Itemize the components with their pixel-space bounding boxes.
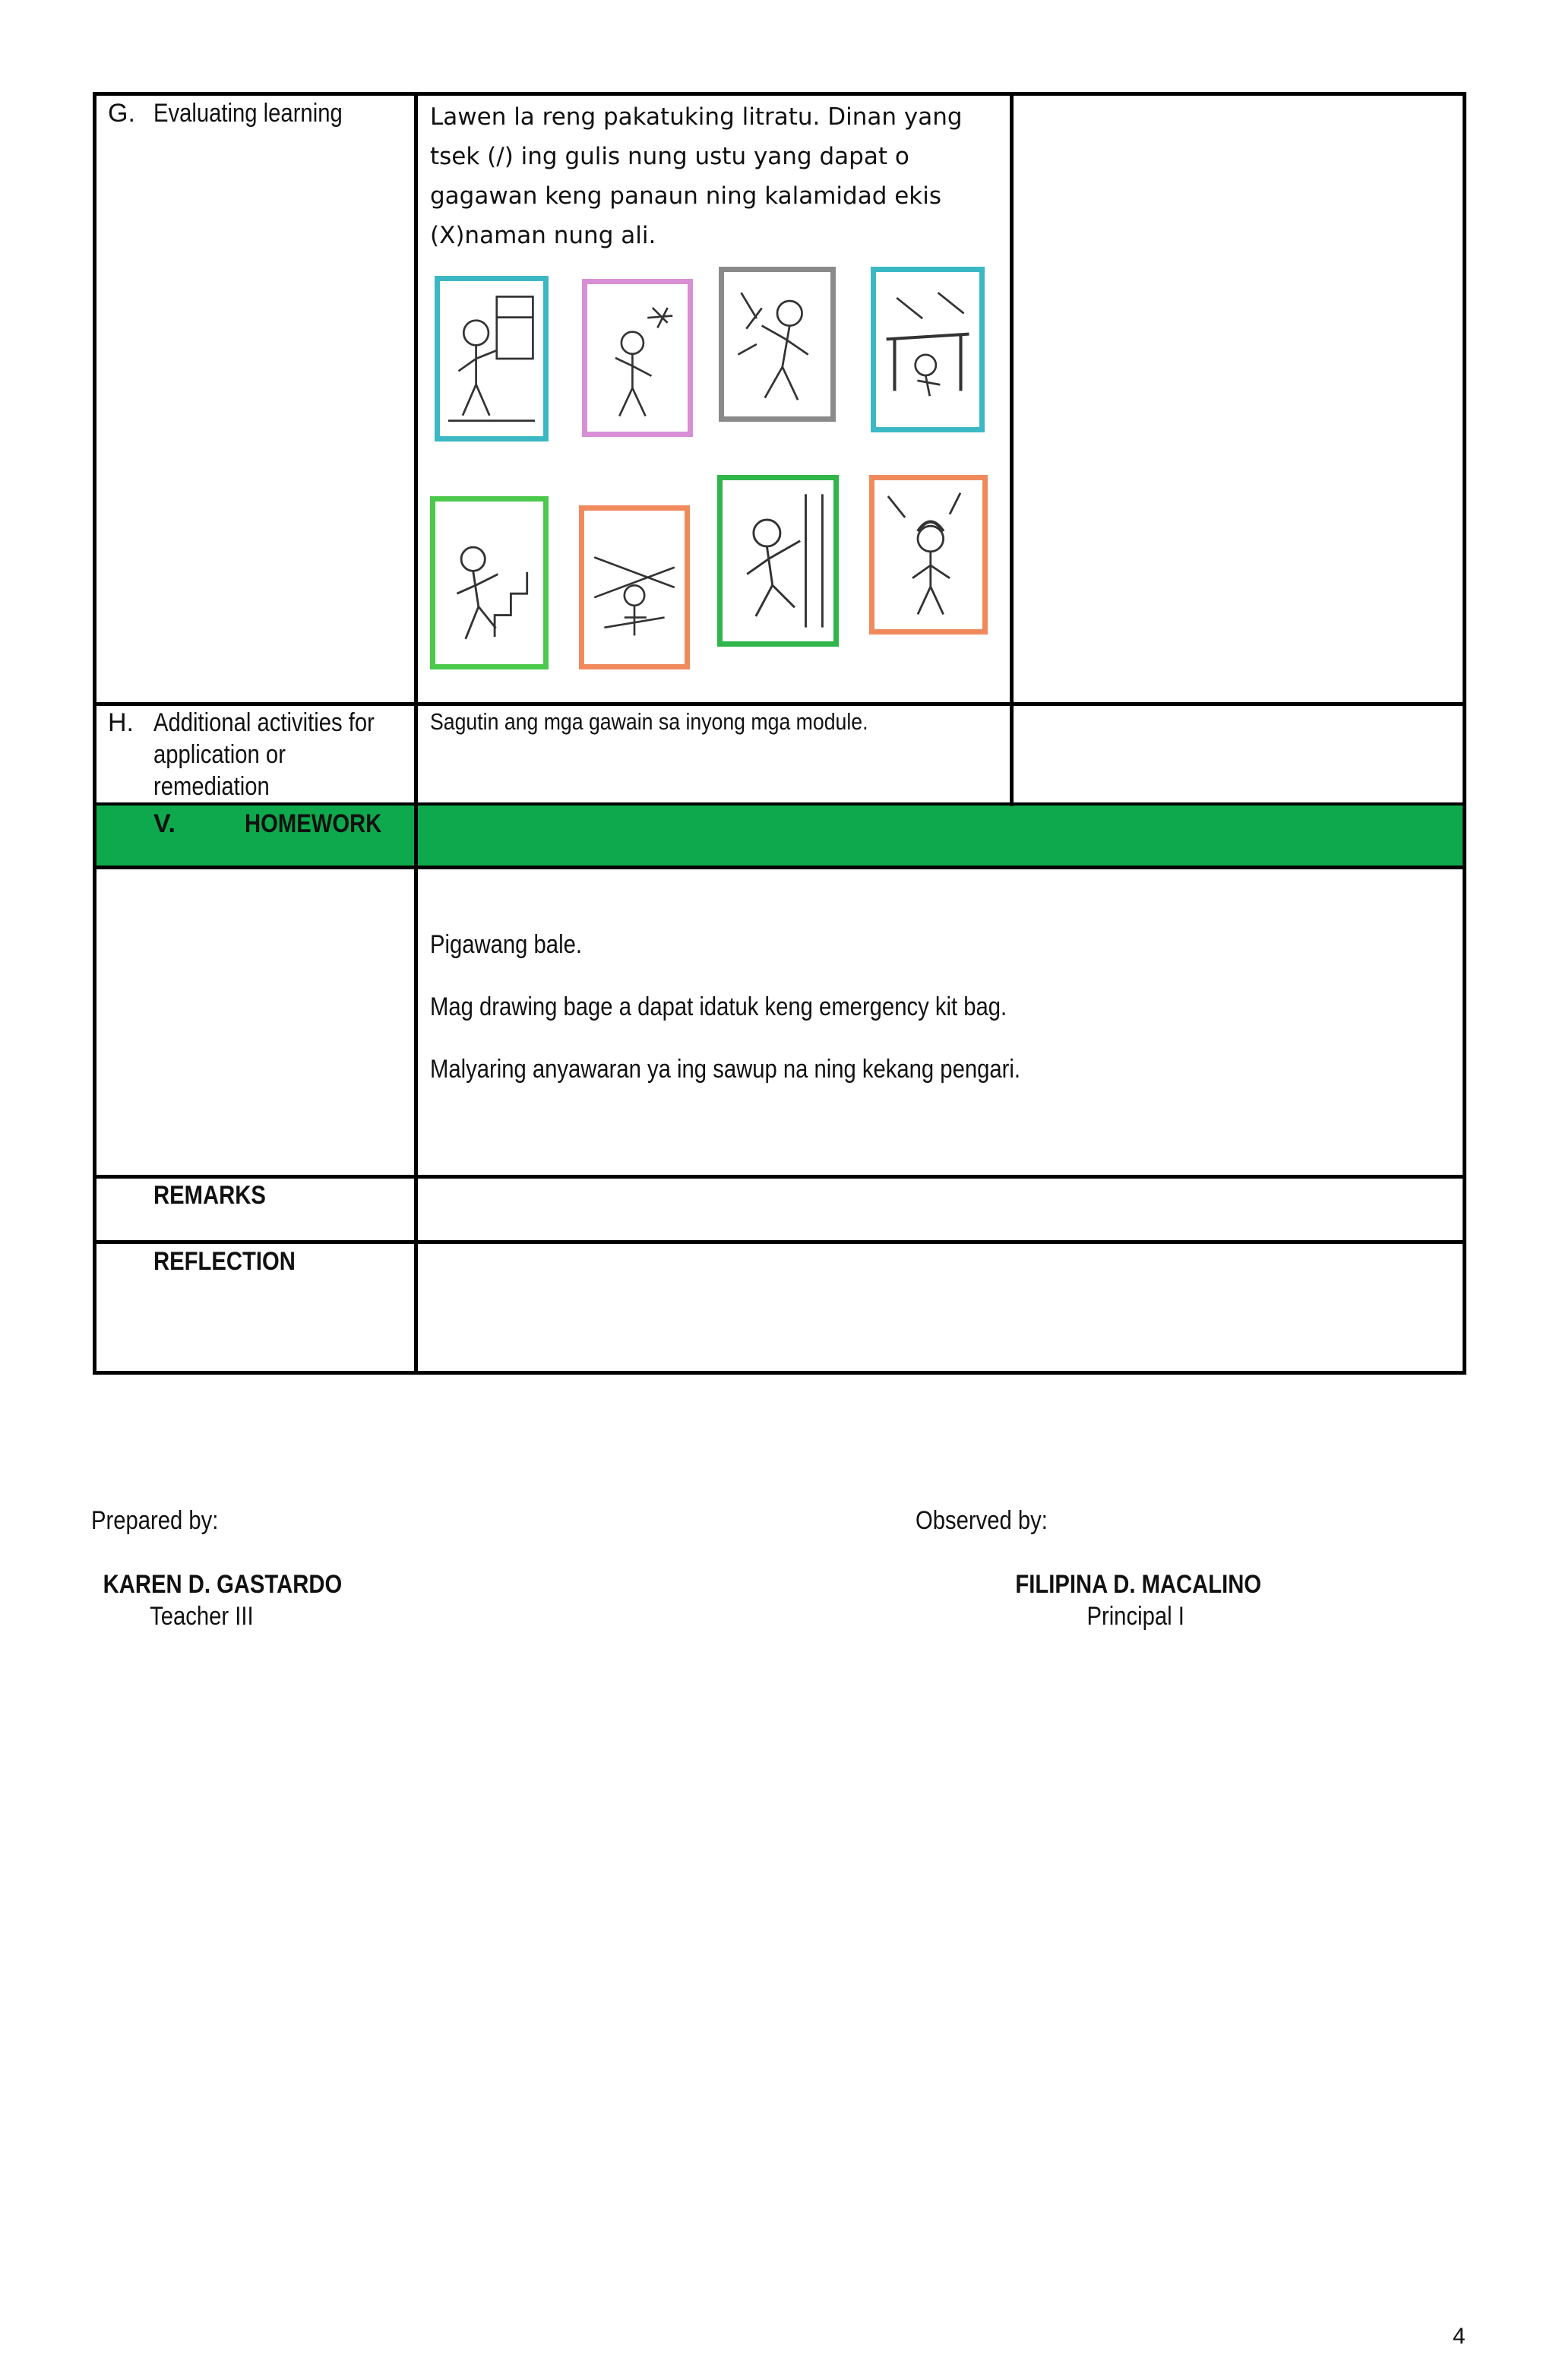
homework-title: HOMEWORK [245,809,382,838]
row-h-label-line-1: Additional activities for [153,708,375,737]
child-startled-icon [719,267,836,422]
table-border-left [93,92,96,1375]
row-g-letter: G. [108,99,135,128]
homework-line-2: Mag drawing bage a dapat idatuk keng emergency kit bag. [430,992,1007,1021]
row-divider-remarks-reflection [93,1240,1466,1244]
observed-by-title: Principal I [1086,1602,1185,1631]
child-covering-head-icon [869,475,988,635]
observed-by-label: Observed by: [916,1506,1048,1535]
table-border-right [1463,92,1466,1375]
prepared-by-name: KAREN D. GASTARDO [103,1570,343,1599]
prepared-by-title: Teacher III [149,1602,254,1631]
column-divider-notes [1010,92,1014,806]
prepared-by-signature [84,1568,343,1632]
row-h-label-line-2: application or [153,740,286,769]
homework-line-3: Malyaring anyawaran ya ing sawup na ning kekang pengari. [430,1055,1020,1084]
homework-numeral: V. [153,809,176,838]
row-h-label-line-3: remediation [153,772,270,801]
row-divider-content-remarks [93,1175,1466,1179]
evaluation-picture-grid [430,262,1001,676]
page-number: 4 [1453,2324,1466,2349]
child-by-shelf-icon [435,276,549,442]
row-h-letter: H. [108,708,134,737]
row-g-label: Evaluating learning [153,99,343,128]
child-climbing-icon [717,475,839,647]
child-under-table-icon [871,267,985,432]
homework-line-1: Pigawang bale. [430,930,582,959]
row-divider-homework-content [93,866,1466,869]
prepared-by-label: Prepared by: [91,1506,219,1535]
observed-by-name: FILIPINA D. MACALINO [1015,1570,1262,1599]
row-divider-g-h [93,702,1466,706]
table-border-top [93,92,1466,96]
child-under-rubble-icon [579,505,690,669]
child-running-stairs-icon [430,496,549,669]
row-h-content: Sagutin ang mga gawain sa inyong mga module. [430,708,868,735]
column-divider-label [414,92,418,1375]
child-near-falling-objects-icon [582,279,693,437]
observed-by-signature [995,1568,1276,1632]
remarks-label: REMARKS [153,1181,266,1210]
reflection-label: REFLECTION [153,1247,296,1276]
table-border-bottom [93,1371,1466,1375]
evaluation-instruction: Lawen la reng pakatuking litratu. Dinan yang tsek (/) ing gulis nung ustu yang dapat o gagawan keng panaun ning kalamidad ekis (X)naman nung ali. [430,103,963,249]
